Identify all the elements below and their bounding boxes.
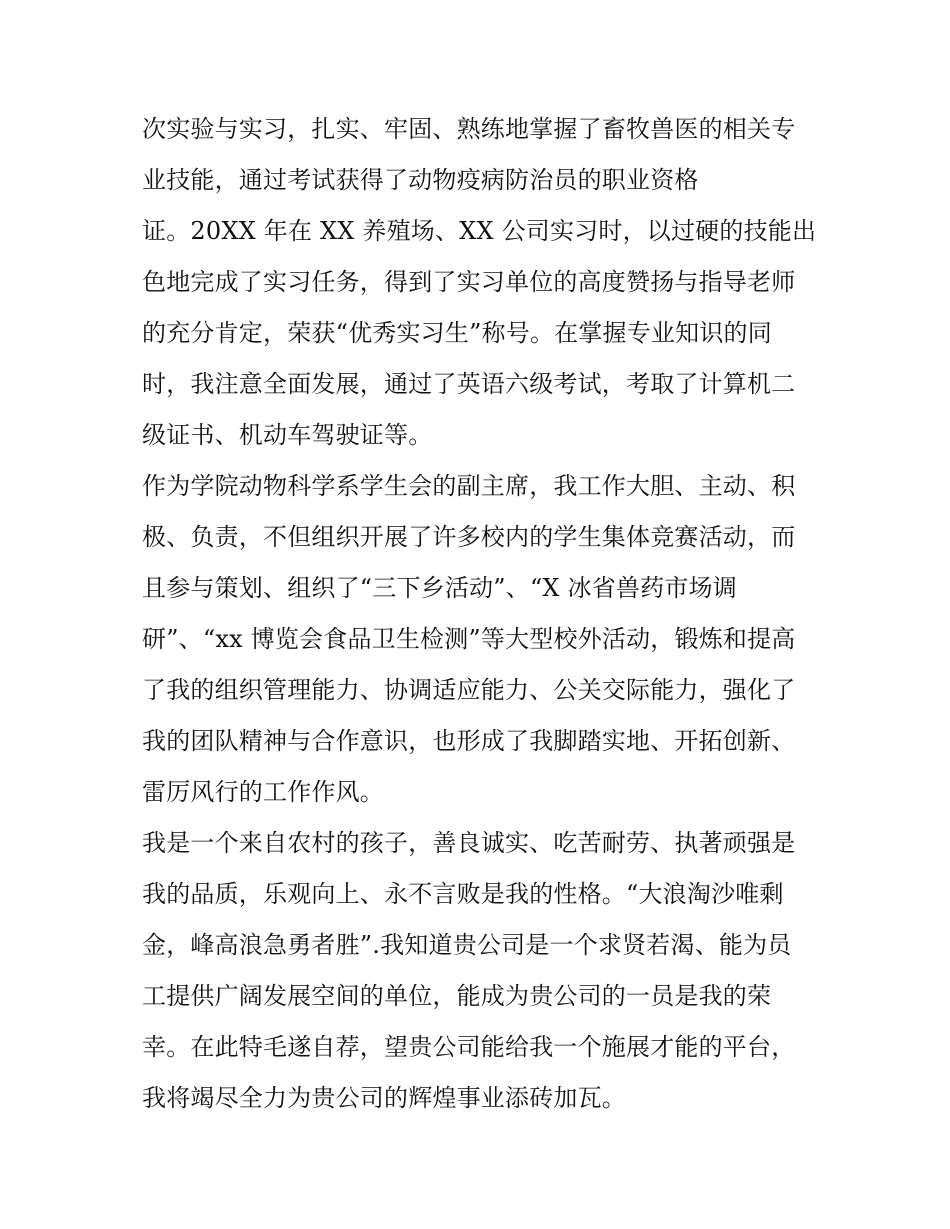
text-line: 的充分肯定，荣获“优秀实习生”称号。在掌握专业知识的同 — [142, 319, 772, 347]
text-line: 证。20XX 年在 XX 养殖场、XX 公司实习时，以过硬的技能出 — [142, 217, 817, 245]
text-line: 幸。在此特毛遂自荐，望贵公司能给我一个施展才能的平台， — [142, 1033, 796, 1061]
text-line: 时，我注意全面发展，通过了英语六级考试，考取了计算机二 — [142, 370, 796, 398]
text-line: 我是一个来自农村的孩子，善良诚实、吃苦耐劳、执著顽强是 — [142, 829, 796, 857]
text-line: 了我的组织管理能力、协调适应能力、公关交际能力，强化了 — [142, 676, 796, 704]
text-line: 作为学院动物科学系学生会的副主席，我工作大胆、主动、积 — [142, 472, 796, 500]
text-line: 级证书、机动车驾驶证等。 — [142, 421, 433, 449]
text-line: 色地完成了实习任务，得到了实习单位的高度赞扬与指导老师 — [142, 268, 796, 296]
text-line: 我的品质，乐观向上、永不言败是我的性格。“大浪淘沙唯剩 — [142, 880, 784, 908]
text-line: 金，峰高浪急勇者胜”.我知道贵公司是一个求贤若渴、能为员 — [142, 931, 792, 959]
text-line: 极、负责，不但组织开展了许多校内的学生集体竞赛活动，而 — [142, 523, 796, 551]
text-line: 次实验与实习，扎实、牢固、熟练地掌握了畜牧兽医的相关专 — [142, 115, 796, 143]
text-line: 雷厉风行的工作作风。 — [142, 778, 384, 806]
text-line: 且参与策划、组织了“三下乡活动”、“X 冰省兽药市场调 — [142, 574, 737, 602]
text-line: 研”、“xx 博览会食品卫生检测”等大型校外活动，锻炼和提高 — [142, 625, 796, 653]
text-line: 我的团队精神与合作意识，也形成了我脚踏实地、开拓创新、 — [142, 727, 796, 755]
text-line: 工提供广阔发展空间的单位，能成为贵公司的一员是我的荣 — [142, 982, 772, 1010]
text-line: 业技能，通过考试获得了动物疫病防治员的职业资格 — [142, 166, 699, 194]
text-line: 我将竭尽全力为贵公司的辉煌事业添砖加瓦。 — [142, 1084, 626, 1112]
